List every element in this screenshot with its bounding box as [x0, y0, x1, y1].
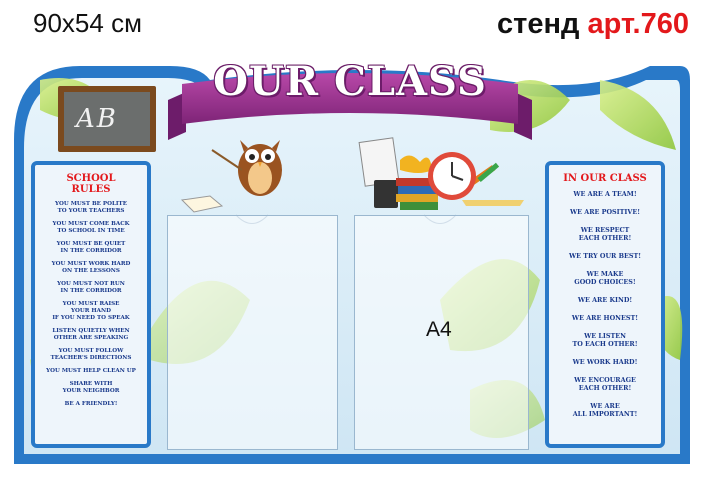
- in-our-class-list: [549, 190, 661, 418]
- list-item: SHARE WITH YOUR NEIGHBOR: [62, 381, 120, 394]
- article-number: арт.760: [587, 8, 689, 40]
- list-item: WE WORK HARD!: [572, 358, 638, 366]
- clock-icon: [428, 152, 476, 200]
- list-item: BE A FRIENDLY!: [64, 401, 118, 407]
- school-rules-list: [35, 201, 147, 408]
- list-item: YOU MUST BE QUIET IN THE CORRIDOR: [56, 241, 126, 254]
- size-label: 90x54 см: [33, 8, 142, 38]
- chalkboard-text: AB: [76, 104, 118, 134]
- page-title: OUR CLASS: [213, 58, 487, 105]
- list-item: YOU MUST NOT RUN IN THE CORRIDOR: [57, 281, 125, 294]
- article-prefix: стенд: [496, 8, 588, 40]
- list-item: YOU MUST WORK HARD ON THE LESSONS: [51, 261, 131, 274]
- list-item: YOU MUST RAISE YOUR HAND IF YOU NEED TO SPEAK: [52, 301, 130, 321]
- school-rules-panel: [31, 161, 151, 448]
- pocket-label: A4: [426, 318, 452, 341]
- list-item: WE ARE POSITIVE!: [570, 208, 640, 216]
- list-item: WE ARE A TEAM!: [573, 190, 637, 198]
- list-item: WE RESPECT EACH OTHER!: [578, 226, 632, 242]
- list-item: WE ENCOURAGE EACH OTHER!: [574, 376, 636, 392]
- in-our-class-title: IN OUR CLASS: [563, 173, 647, 184]
- list-item: YOU MUST FOLLOW TEACHER'S DIRECTIONS: [50, 348, 132, 361]
- school-rules-title: SCHOOL RULES: [66, 173, 116, 195]
- list-item: YOU MUST BE POLITE TO YOUR TEACHERS: [55, 201, 127, 214]
- list-item: WE MAKE GOOD CHOICES!: [574, 270, 636, 286]
- list-item: YOU MUST COME BACK TO SCHOOL IN TIME: [52, 221, 130, 234]
- list-item: WE TRY OUR BEST!: [568, 252, 642, 260]
- pocket-a4-left: [167, 215, 338, 450]
- list-item: WE ARE ALL IMPORTANT!: [572, 402, 638, 418]
- list-item: YOU MUST HELP CLEAN UP: [46, 368, 136, 374]
- list-item: LISTEN QUIETLY WHEN OTHER ARE SPEAKING: [52, 328, 130, 341]
- list-item: WE ARE KIND!: [577, 296, 633, 304]
- list-item: WE LISTEN TO EACH OTHER!: [572, 332, 638, 348]
- list-item: WE ARE HONEST!: [571, 314, 639, 322]
- in-our-class-panel: [545, 161, 665, 448]
